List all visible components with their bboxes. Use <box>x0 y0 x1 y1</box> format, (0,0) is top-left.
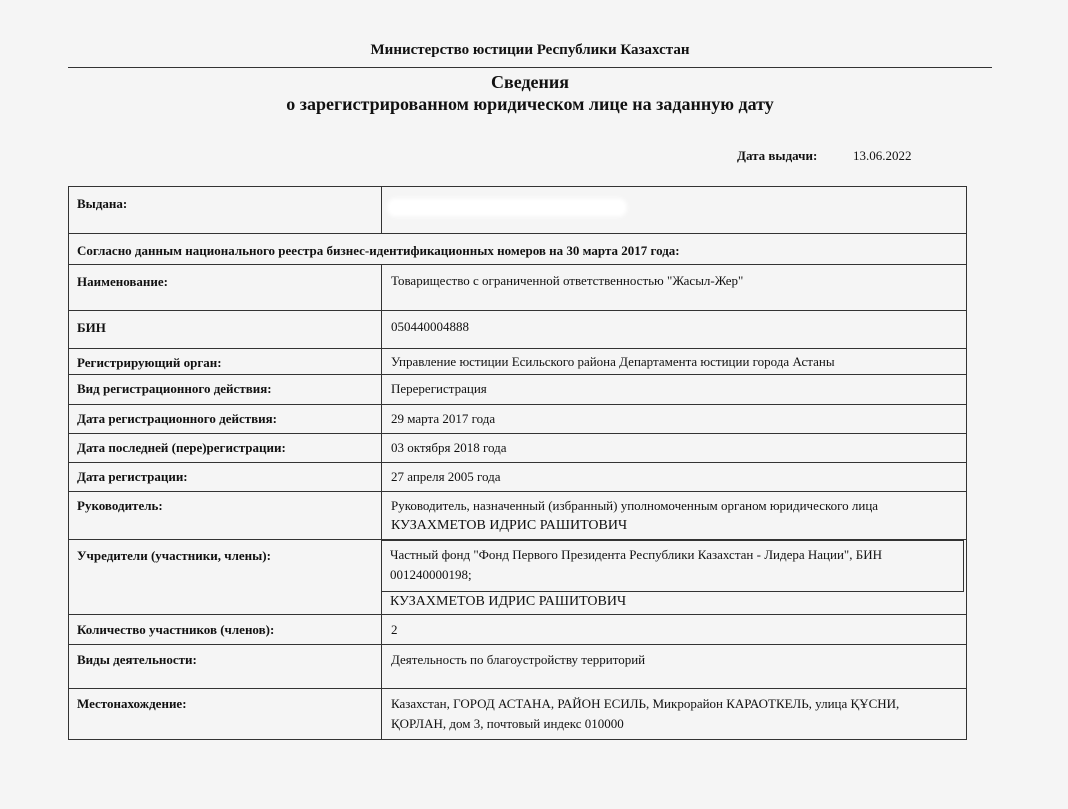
row-label: Дата регистрации: <box>68 463 382 492</box>
row-label: Руководитель: <box>68 492 382 540</box>
row-issued-to <box>68 186 967 234</box>
row-value: Деятельность по благоустройству территорий <box>382 645 967 689</box>
document-title <box>0 71 1060 115</box>
issue-date-label: Дата выдачи: <box>737 148 818 163</box>
ministry-heading: Министерство юстиции Республики Казахстан <box>370 42 690 58</box>
row-action-type <box>68 374 967 405</box>
row-authority <box>68 348 967 375</box>
row-label: БИН <box>68 311 382 349</box>
row-location <box>68 688 967 740</box>
row-value: 29 марта 2017 года <box>382 405 967 434</box>
row-value: 03 октября 2018 года <box>382 434 967 463</box>
head-name: КУЗАХМЕТОВ ИДРИС РАШИТОВИЧ <box>391 518 628 533</box>
row-founders <box>68 539 967 615</box>
issue-date-value: 13.06.2022 <box>853 148 912 163</box>
row-value: Перерегистрация <box>382 375 967 405</box>
location-line-2: ҚОРЛАН, дом 3, почтовый индекс 010000 <box>391 716 624 731</box>
row-value <box>382 540 967 615</box>
founder-1-line-2: 001240000198; <box>390 567 472 582</box>
row-label: Дата регистрационного действия: <box>68 405 382 434</box>
row-registry-note <box>68 233 967 265</box>
founder-2: КУЗАХМЕТОВ ИДРИС РАШИТОВИЧ <box>390 594 627 609</box>
founders-box <box>382 540 964 592</box>
row-value: Управление юстиции Есильского района Департамента юстиции города Астаны <box>382 349 967 375</box>
row-label: Учредители (участники, члены): <box>68 540 382 615</box>
row-label: Количество участников (членов): <box>68 615 382 645</box>
row-head <box>68 491 967 540</box>
row-name <box>68 264 967 311</box>
row-label: Местонахождение: <box>68 689 382 739</box>
founder-1-line-1: Частный фонд "Фонд Первого Президента Республики Казахстан - Лидера Нации", БИН <box>390 547 882 562</box>
row-last-reg-date <box>68 433 967 463</box>
row-action-date <box>68 404 967 434</box>
row-value <box>382 689 967 739</box>
title-line-1: Сведения <box>490 72 570 92</box>
registry-note: Согласно данным национального реестра бизнес-идентификационных номеров на 30 марта 2017 года: <box>68 234 967 265</box>
row-label: Регистрирующий орган: <box>68 349 382 375</box>
redacted-value <box>390 201 624 214</box>
row-label: Вид регистрационного действия: <box>68 375 382 405</box>
row-value <box>382 492 967 540</box>
row-label: Наименование: <box>68 265 382 311</box>
row-label: Виды деятельности: <box>68 645 382 689</box>
row-reg-date <box>68 462 967 492</box>
location-line-1: Казахстан, ГОРОД АСТАНА, РАЙОН ЕСИЛЬ, Микрорайон КАРАОТКЕЛЬ, улица ҚҰСНИ, <box>391 696 900 711</box>
head-role: Руководитель, назначенный (избранный) уполномоченным органом юридического лица <box>391 498 879 513</box>
row-bin <box>68 310 967 349</box>
row-label: Дата последней (пере)регистрации: <box>68 434 382 463</box>
row-value: 050440004888 <box>382 311 967 349</box>
row-value: 27 апреля 2005 года <box>382 463 967 492</box>
row-value <box>382 187 967 234</box>
title-line-2: о зарегистрированном юридическом лице на заданную дату <box>286 94 774 114</box>
row-activity <box>68 644 967 689</box>
row-value: 2 <box>382 615 967 645</box>
row-members-count <box>68 614 967 645</box>
row-value: Товарищество с ограниченной ответственностью "Жасыл-Жер" <box>382 265 967 311</box>
header-divider <box>68 67 992 68</box>
row-label: Выдана: <box>68 187 382 234</box>
